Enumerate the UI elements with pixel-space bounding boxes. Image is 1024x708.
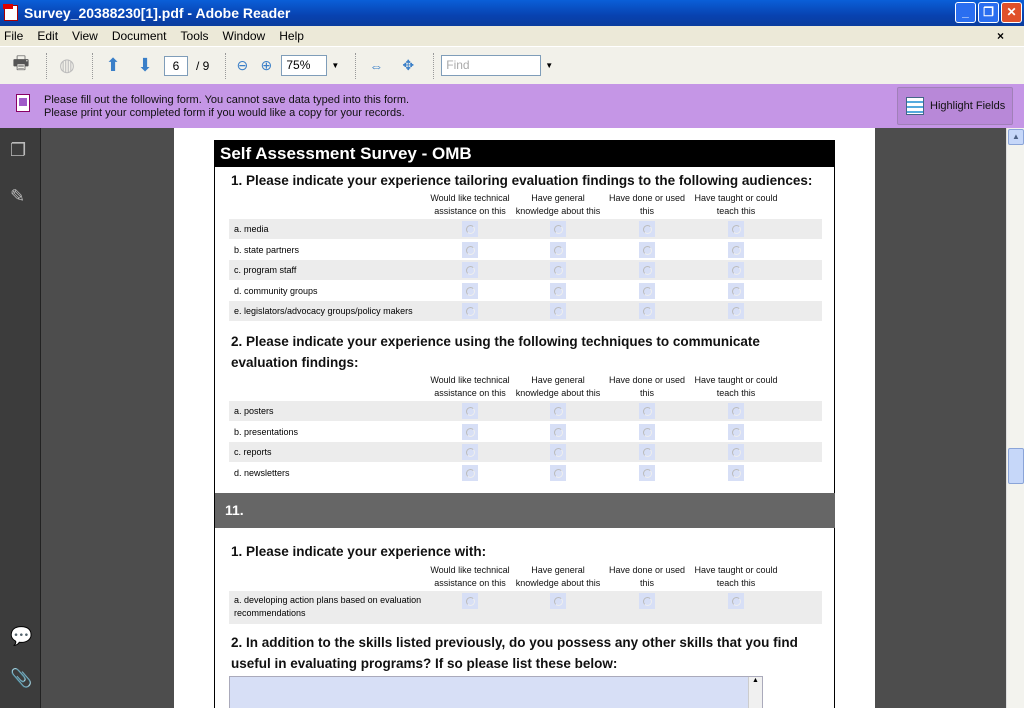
- page-total: / 9: [196, 58, 210, 73]
- print-icon[interactable]: 🖶: [12, 52, 30, 73]
- question-1-title: 1. Please indicate your experience tailoring evaluation findings to the following audiences:: [231, 173, 813, 188]
- radio-button[interactable]: [728, 303, 744, 319]
- radio-button[interactable]: [550, 221, 566, 237]
- radio-button[interactable]: [639, 283, 655, 299]
- radio-button[interactable]: [728, 424, 744, 440]
- radio-button[interactable]: [728, 593, 744, 609]
- next-page-button[interactable]: ⬇: [137, 55, 153, 75]
- column-header: Have general knowledge about this: [515, 565, 601, 588]
- table-row: [229, 463, 822, 483]
- column-header: Have done or used this: [608, 375, 686, 398]
- highlight-fields-button[interactable]: [897, 87, 1013, 125]
- table-row: [229, 591, 822, 624]
- table-row: [229, 219, 822, 239]
- vertical-scrollbar[interactable]: [1006, 128, 1024, 708]
- row-label: c. reports: [234, 447, 272, 458]
- column-header: Have done or used this: [608, 193, 686, 216]
- menu-bar: [0, 26, 1024, 46]
- column-header: Would like technical assistance on this: [430, 193, 510, 216]
- fit-width-icon[interactable]: ⇔: [369, 57, 384, 74]
- row-label: d. newsletters: [234, 467, 290, 478]
- form-message-bar: [0, 84, 1024, 128]
- separator: [225, 53, 227, 79]
- separator: [92, 53, 94, 79]
- row-label: b. state partners: [234, 244, 300, 255]
- row-label: c. program staff: [234, 265, 297, 276]
- form-icon: [16, 94, 30, 112]
- table-row: [229, 422, 822, 442]
- column-header: Have general knowledge about this: [515, 375, 601, 398]
- survey-header: Self Assessment Survey - OMB: [215, 140, 835, 167]
- radio-button[interactable]: [728, 242, 744, 258]
- menu-tools[interactable]: Tools: [180, 29, 209, 43]
- close-button[interactable]: ✕: [1001, 2, 1022, 23]
- radio-button[interactable]: [639, 424, 655, 440]
- radio-button[interactable]: [639, 242, 655, 258]
- zoom-in-button[interactable]: ⊕: [260, 57, 273, 73]
- find-dropdown-icon[interactable]: ▼: [545, 61, 554, 70]
- separator: [355, 53, 357, 79]
- row-label: e. legislators/advocacy groups/policy makers: [234, 306, 413, 317]
- radio-button[interactable]: [550, 283, 566, 299]
- radio-button[interactable]: [639, 593, 655, 609]
- radio-button[interactable]: [550, 444, 566, 460]
- radio-button[interactable]: [550, 403, 566, 419]
- radio-button[interactable]: [462, 283, 478, 299]
- table-row: [229, 442, 822, 462]
- fit-page-icon[interactable]: ✥: [402, 57, 415, 73]
- radio-button[interactable]: [728, 262, 744, 278]
- radio-button[interactable]: [550, 303, 566, 319]
- radio-button[interactable]: [462, 242, 478, 258]
- radio-button[interactable]: [550, 424, 566, 440]
- zoom-dropdown-icon[interactable]: ▼: [331, 61, 340, 70]
- toolbar: [0, 46, 1024, 84]
- table-row: [229, 401, 822, 421]
- column-header: Would like technical assistance on this: [430, 565, 510, 588]
- row-label: d. community groups: [234, 285, 318, 296]
- radio-button[interactable]: [639, 303, 655, 319]
- radio-button[interactable]: [728, 444, 744, 460]
- find-input[interactable]: Find: [441, 55, 541, 76]
- radio-button[interactable]: [462, 262, 478, 278]
- zoom-level-input[interactable]: 75%: [281, 55, 327, 76]
- question-2-title: 2. Please indicate your experience using the following techniques to communicate evaluation findings:: [231, 334, 760, 370]
- form-message-line1: Please fill out the following form. You cannot save data typed into this form.: [44, 94, 410, 106]
- highlight-fields-label: Highlight Fields: [930, 100, 1006, 112]
- radio-button[interactable]: [728, 465, 744, 481]
- column-header: Have done or used this: [608, 565, 686, 588]
- highlight-icon: [906, 97, 924, 115]
- textarea-scrollbar[interactable]: ▲: [748, 677, 762, 708]
- radio-button[interactable]: [550, 242, 566, 258]
- menu-edit[interactable]: Edit: [37, 29, 59, 43]
- row-label: b. presentations: [234, 426, 299, 437]
- radio-button[interactable]: [728, 283, 744, 299]
- title-bar: [0, 0, 1024, 26]
- radio-button[interactable]: [462, 465, 478, 481]
- pdf-page: [174, 128, 875, 708]
- window-title: Survey_20388230[1].pdf - Adobe Reader: [24, 5, 291, 21]
- row-label: a. media: [234, 224, 269, 234]
- menu-window[interactable]: Window: [222, 29, 266, 43]
- column-header: Have general knowledge about this: [515, 193, 601, 216]
- radio-button[interactable]: [639, 403, 655, 419]
- radio-button[interactable]: [639, 444, 655, 460]
- column-header: Have taught or could teach this: [694, 565, 778, 588]
- radio-button[interactable]: [639, 221, 655, 237]
- radio-button[interactable]: [550, 593, 566, 609]
- document-viewer: [41, 128, 1006, 708]
- restore-button[interactable]: ❐: [978, 2, 999, 23]
- radio-button[interactable]: [728, 403, 744, 419]
- menu-help[interactable]: Help: [279, 29, 304, 43]
- radio-button[interactable]: [728, 221, 744, 237]
- radio-button[interactable]: [462, 303, 478, 319]
- row-label: a. posters: [234, 406, 274, 416]
- row-label: a. developing action plans based on evaluation recommendations: [234, 595, 422, 618]
- table-row: [229, 301, 822, 321]
- previous-page-button[interactable]: ⬆: [105, 55, 121, 75]
- radio-button[interactable]: [462, 403, 478, 419]
- table-row: [229, 281, 822, 301]
- pdf-icon: [4, 5, 18, 21]
- separator: [46, 53, 48, 79]
- table-row: [229, 260, 822, 280]
- attachments-icon[interactable]: 📎: [10, 668, 33, 688]
- document-close-button[interactable]: ×: [996, 29, 1004, 43]
- other-skills-textarea[interactable]: [229, 676, 763, 708]
- scrollbar-thumb[interactable]: [1008, 448, 1024, 484]
- radio-button[interactable]: [462, 444, 478, 460]
- separator: [433, 53, 435, 79]
- signatures-icon[interactable]: ✎: [10, 186, 26, 206]
- form-message-line2: Please print your completed form if you would like a copy for your records.: [44, 107, 405, 119]
- pages-icon[interactable]: ❐: [10, 140, 27, 160]
- radio-button[interactable]: [639, 262, 655, 278]
- comments-icon[interactable]: 💬: [10, 626, 33, 646]
- section-11-header: 11.: [215, 493, 835, 528]
- menu-view[interactable]: View: [72, 29, 98, 43]
- menu-document[interactable]: Document: [111, 29, 167, 43]
- radio-button[interactable]: [550, 262, 566, 278]
- minimize-button[interactable]: _: [955, 2, 976, 23]
- column-header: Have taught or could teach this: [694, 375, 778, 398]
- column-header: Would like technical assistance on this: [430, 375, 510, 398]
- page-number-input[interactable]: 6: [164, 56, 188, 76]
- question-3-title: 1. Please indicate your experience with:: [231, 544, 487, 559]
- collaborate-icon[interactable]: ◍: [59, 55, 75, 75]
- radio-button[interactable]: [639, 465, 655, 481]
- navigation-pane: [0, 128, 41, 708]
- radio-button[interactable]: [550, 465, 566, 481]
- radio-button[interactable]: [462, 221, 478, 237]
- column-header: Have taught or could teach this: [694, 193, 778, 216]
- radio-button[interactable]: [462, 593, 478, 609]
- question-4-title: 2. In addition to the skills listed previously, do you possess any other skills that you find useful in evaluating programs? If so please list these below:: [231, 635, 798, 671]
- menu-file[interactable]: File: [4, 29, 24, 43]
- scroll-up-button[interactable]: ▲: [1008, 129, 1024, 145]
- radio-button[interactable]: [462, 424, 478, 440]
- zoom-out-button[interactable]: ⊖: [236, 57, 249, 73]
- table-row: [229, 240, 822, 260]
